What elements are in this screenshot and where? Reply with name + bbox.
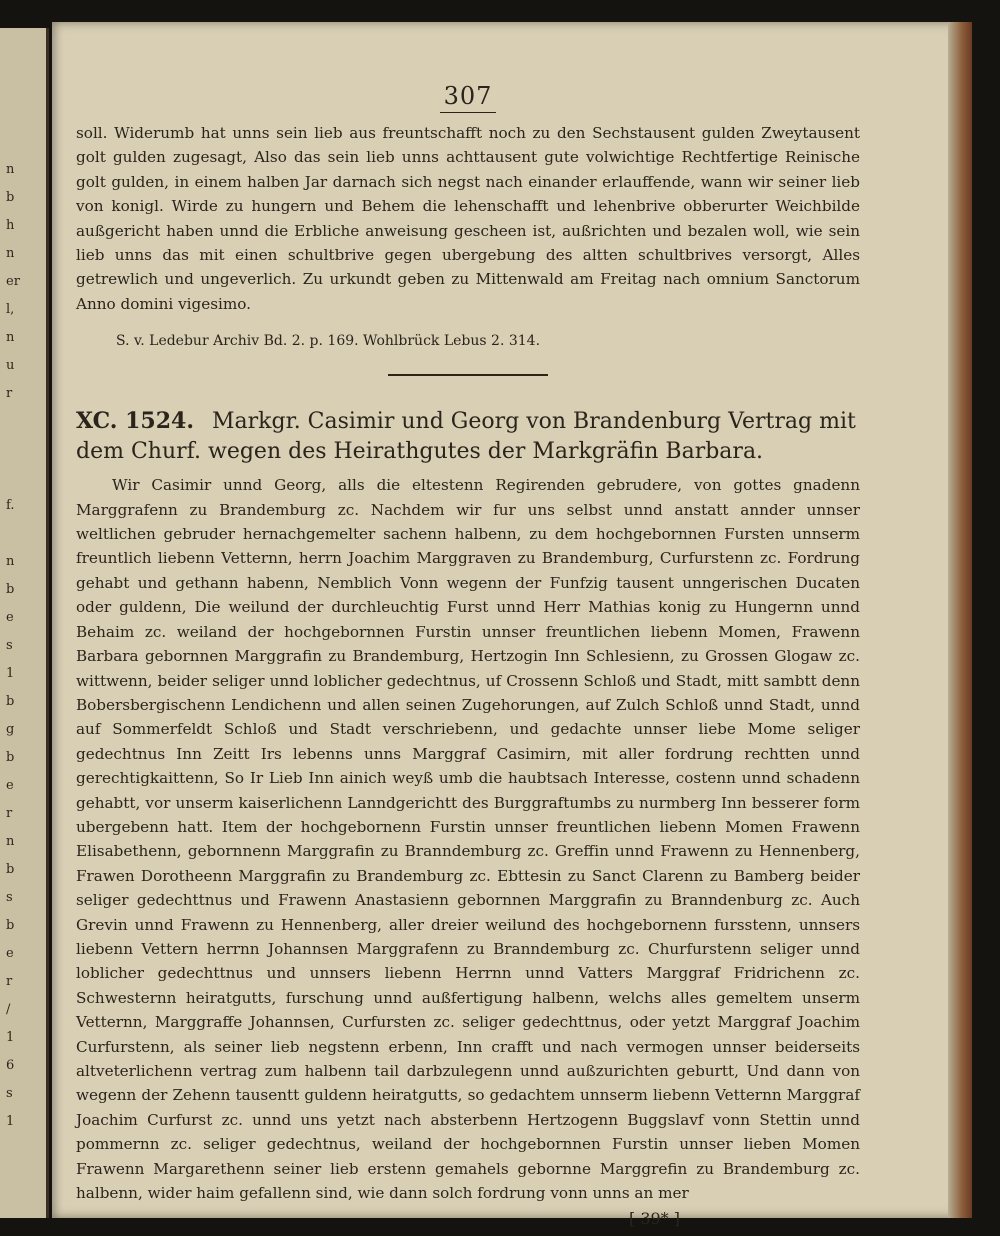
previous-page-margin-text: n b h n er l, n u r f. n b e s 1 b g b e r n b s b e r / 1 6 s 1 (6, 162, 20, 1129)
section-number: XC. 1524. (76, 408, 195, 435)
section-body: Wir Casimir unnd Georg, alls die eltestenn Regirenden gebrudere, von gottes gnadenn Marggrafenn zu Brandemburg zc. Nachdem wir fur uns selbst unnd anstatt annder unnser weltlichen gebruder hernachgemelter sachenn halbenn, zu dem hochgebornnen Fursten unnserm freuntlich liebenn Vetternn, herrn Joachim Marggraven zu Brandemburg, Curfurstenn zc. Fordrung gehabt und gethann habenn, Nemblich Vonn wegenn der Funfzig tausent unngerischen Ducaten oder guldenn, Die weilund der durchleuchtig Furst unnd Herr Mathias konig zu Hungernn unnd Behaim zc. weiland der hochgebornnen Furstin unnser freuntlichen liebenn Momen, Frawenn Barbara gebornnen Marggrafin zu Brandemburg, Hertzogin Inn Schlesienn, zu Grossen Glogaw zc. wittwenn, beider seliger unnd loblicher gedechtnus, uf Crossenn Schloß und Stadt, mitt sambtt denn Bobersbergischenn Lendichenn und allen seinen Zugehorungen, auf Zulch Schloß unnd Stadt, unnd auf Sommerfeldt Schloß und Stadt verschriebenn, und gedachte unnser liebe Mome seliger gedechtnus Inn Zeitt Irs lebenns unns Marggraf Casimirn, mit aller fordrung rechtten unnd gerechtigkaittenn, So Ir Lieb Inn ainich weyß umb die haubtsach Interesse, costenn unnd schadenn gehabtt, vor unserm kaiserlichenn Lanndgerichtt des Burggraftumbs zu nurmberg Inn besserer form ubergebenn hatt. Item der hochgebornenn Furstin unnser freuntlichen liebenn Momen Frawenn Elisabethenn, gebornnenn Marggrafin zu Branndemburg zc. Greffin unnd Frawenn zu Hennenberg, Frawen Dorotheenn Marggrafin zu Brandemburg zc. Ebttesin zu Sanct Clarenn zu Bamberg beider seliger gedechttnus und Frawenn Anastasienn gebornnen Marggrafin zu Branndenburg zc. Auch Grevin unnd Frawenn zu Hennenberg, aller dreier weilund des hochgebornenn fursstenn, unnsers liebenn Vettern herrnn Johannsen Marggrafenn zu Branndemburg zc. Churfurstenn seliger unnd loblicher gedechttnus und unnsers liebenn Herrnn unnd Vatters Marggraf Fridrichenn zc. Schwesternn heiratgutts, furschung unnd außfertigung halbenn, welchs alles gemeltem unserm Vetternn, Marggraffe Johannsen, Curfursten zc. seliger gedechttnus, oder yetzt Marggraf Joachim Curfurstenn, als seiner lieb negstenn erbenn, Inn crafft und nach vermogen unnser beiderseits altveterlichenn vertrag zum halbenn tail darbzulegenn unnd außzurichten geburtt, Und dann von wegenn der Zehenn tausentt guldenn heiratgutts, so gedachtem unnserm liebenn Vetternn Marggraf Joachim Curfurst zc. unnd uns yetzt nach absterbenn Hertzogenn Buggslavf vonn Stettin unnd pommernn zc. seliger gedechtnus, weiland der hochgebornnen Furstin unnser lieben Momen Frawenn Margarethenn seiner lieb erstenn gemahels gebornne Marggrefin zu Brandemburg zc. halbenn, wider haim gefallenn sind, wie dann solch fordrung vonn unns an mer (76, 476, 860, 1203)
section-heading (76, 406, 860, 467)
opening-paragraph: soll. Widerumb hat unns sein lieb aus freuntschafft noch zu den Sechstausent gulden Zweytausent golt gulden zugesagt, Also das sein lieb unns achttausent gute volwichtige Rechtfertige Reinische golt gulden, in einem halben Jar darnach sich negst nach einander erlauffende, wann wir seiner lieb von konigl. Wirde zu hungern und Behem die lehenschafft und lehenbrive obberurter Weichbilde außgericht haben unnd die Erbliche anweisung gescheen ist, außrichten und bezalen woll, wie sein lieb unns das mit einen schultbrive gegen ubergebung des altten schultbrives versorgt, Alles getrewlich und ungeverlich. Zu urkundt geben zu Mittenwald am Freitag nach omnium Sanctorum Anno domini vigesimo. (76, 124, 860, 313)
previous-page-edge (0, 28, 49, 1218)
page-content (76, 82, 860, 1228)
page-edge-binding (948, 22, 972, 1218)
section-title: Markgr. Casimir und Georg von Brandenburg Vertrag mit dem Churf. wegen des Heirathgutes der Markgräfin Barbara. (76, 409, 856, 465)
page-number: 307 (76, 82, 860, 113)
source-note: S. v. Ledebur Archiv Bd. 2. p. 169. Wohlbrück Lebus 2. 314. (116, 333, 541, 350)
book-page (52, 22, 972, 1229)
signature-mark: [ 39* ] (628, 1209, 680, 1229)
section-divider (388, 374, 548, 376)
